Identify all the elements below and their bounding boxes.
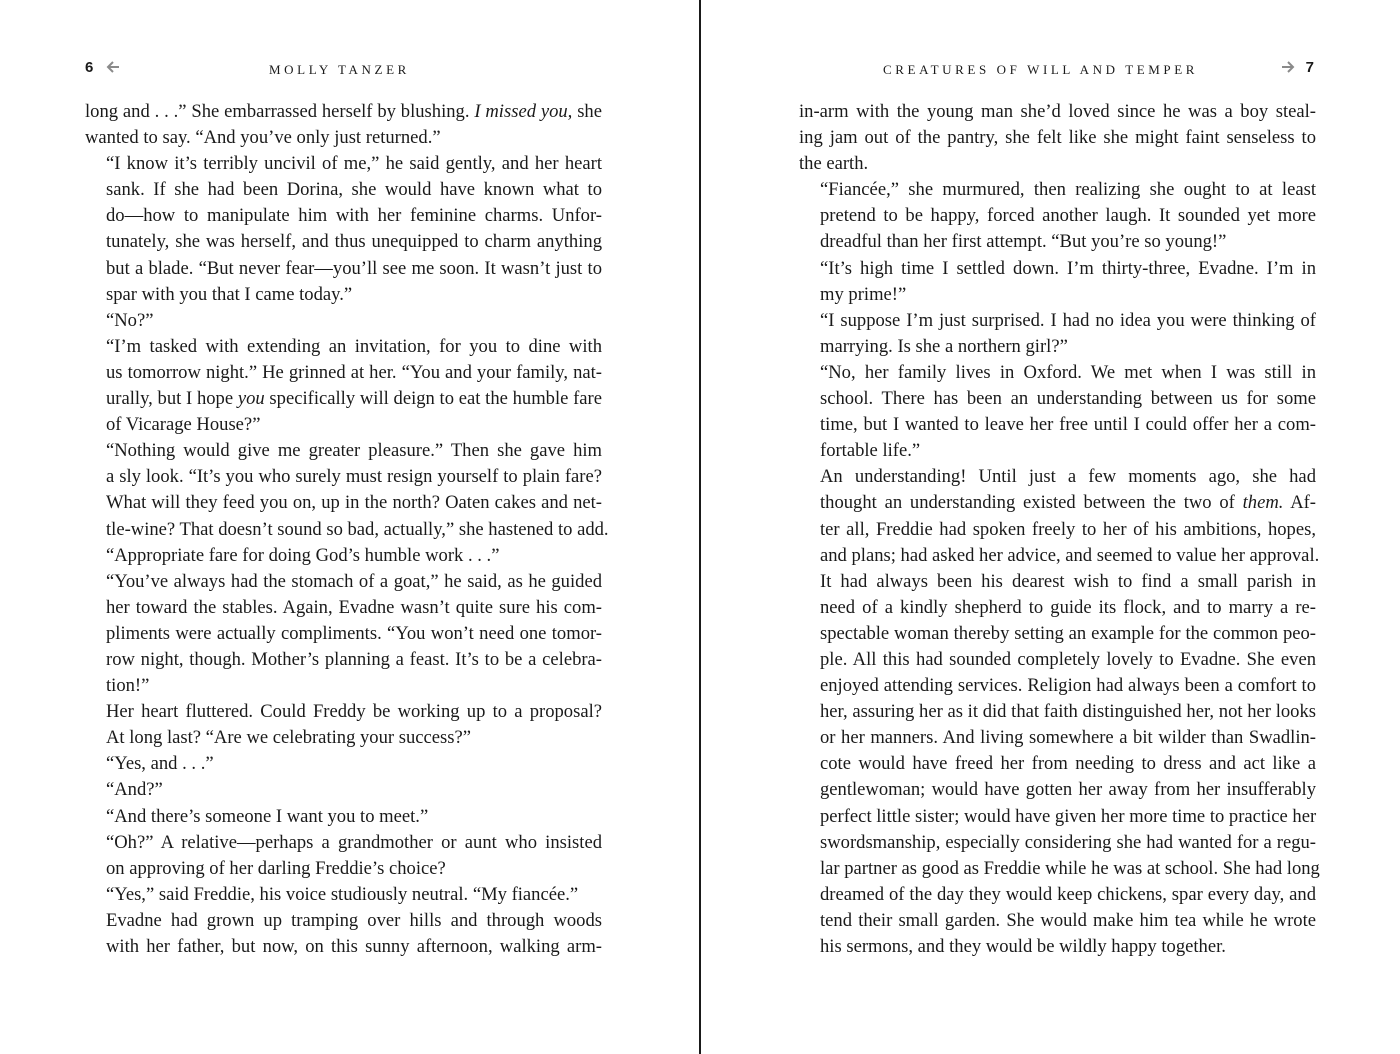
- paragraph: [85, 777, 602, 803]
- text-line: It had always been his dearest wish to find a small parish in: [820, 570, 1316, 592]
- text-line: “It’s high time I settled down. I’m thirty-three, Evadne. I’m in: [820, 257, 1316, 279]
- paragraph: [799, 569, 1320, 960]
- left-page-header: [85, 58, 602, 82]
- arrow-left-icon: [106, 61, 120, 73]
- text-line: pretend to be happy, forced another laugh. It sounded yet more: [820, 205, 1316, 227]
- text-line: “Nothing would give me greater pleasure.” Then she gave him: [106, 440, 602, 462]
- text-line: “I know it’s terribly uncivil of me,” he said gently, and her heart: [106, 153, 602, 175]
- paragraph: [85, 751, 602, 777]
- text-line: “And there’s someone I want you to meet.”: [106, 805, 429, 827]
- text-line: tend their small garden. She would make him tea while he wrote: [820, 909, 1316, 931]
- text-line: time, but I wanted to leave her free until I could offer her a com-: [820, 414, 1316, 436]
- paragraph: [85, 569, 602, 699]
- text-line: ter all, Freddie had spoken freely to her of his ambitions, hopes,: [820, 518, 1316, 540]
- text-line: wanted to say. “And you’ve only just returned.”: [85, 127, 441, 149]
- left-page: [85, 0, 609, 1054]
- paragraph: [85, 908, 602, 960]
- text-line: long and . . .” She embarrassed herself by blushing. I missed you, she: [85, 101, 602, 122]
- text-line: urally, but I hope you specifically will deign to eat the humble fare: [106, 388, 603, 410]
- text-line: or her manners. And living somewhere a bit wilder than Swadlin-: [820, 727, 1316, 749]
- text-line: her toward the stables. Again, Evadne wasn’t quite sure his com-: [106, 596, 602, 618]
- text-line: ing jam out of the pantry, she felt like she might faint senseless to: [799, 127, 1316, 149]
- text-line: on approving of her darling Freddie’s choice?: [106, 857, 446, 879]
- right-page-header: [799, 58, 1316, 82]
- arrow-right-icon: [1281, 61, 1295, 73]
- text-line: school. There has been an understanding between us for some: [820, 388, 1316, 410]
- text-line: “Yes, and . . .”: [106, 753, 214, 775]
- paragraph: [85, 882, 602, 908]
- text-line: in-arm with the young man she’d loved since he was a boy steal-: [799, 101, 1316, 122]
- italic-text: I missed you,: [474, 101, 573, 122]
- text-line: “Oh?” A relative—perhaps a grandmother or aunt who insisted: [106, 831, 602, 853]
- text-line: “I’m tasked with extending an invitation, for you to dine with: [106, 335, 602, 357]
- text-line: pliments were actually compliments. “You won’t need one tomor-: [106, 622, 602, 644]
- text-line: Her heart fluttered. Could Freddy be working up to a proposal?: [106, 701, 602, 723]
- text-line: “No?”: [106, 309, 154, 331]
- paragraph: [799, 99, 1316, 177]
- text-line: Evadne had grown up tramping over hills and through woods: [106, 909, 602, 931]
- text-line: tion!”: [106, 675, 150, 697]
- page-number: 6: [85, 59, 94, 76]
- paragraph: [799, 360, 1316, 464]
- text-line: spectable woman thereby setting an example for the common peo-: [820, 622, 1316, 644]
- text-line: “I suppose I’m just surprised. I had no idea you were thinking of: [820, 309, 1316, 331]
- paragraph: [85, 334, 602, 438]
- italic-text: them.: [1242, 492, 1284, 514]
- text-line: her, assuring her as it did that faith distinguished her, not her looks: [820, 701, 1316, 723]
- text-line: us tomorrow night.” He grinned at her. “You and your family, nat-: [106, 361, 602, 383]
- page-number: 7: [1305, 59, 1314, 76]
- text-line: “Appropriate fare for doing God’s humble work . . .”: [106, 544, 500, 566]
- text-line: At long last? “Are we celebrating your success?”: [106, 727, 472, 749]
- paragraph: [85, 151, 602, 308]
- text-line: marrying. Is she a northern girl?”: [820, 335, 1068, 357]
- text-line: but a blade. “But never fear—you’ll see me soon. It wasn’t just to: [106, 257, 602, 279]
- paragraph: [799, 464, 1320, 568]
- paragraph: [85, 99, 602, 151]
- right-page: [799, 0, 1320, 1054]
- text-line: “You’ve always had the stomach of a goat,” he said, as he guided: [106, 570, 602, 592]
- running-head-author: MOLLY TANZER: [269, 62, 410, 77]
- text-line: dreamed of the day they would keep chickens, spar every day, and: [820, 883, 1316, 905]
- text-line: “Yes,” said Freddie, his voice studiously neutral. “My fiancée.”: [106, 883, 579, 905]
- left-page-text: [85, 99, 609, 960]
- paragraph: [85, 830, 602, 882]
- text-line: dreadful than her first attempt. “But you’re so young!”: [820, 231, 1227, 253]
- text-line: row night, though. Mother’s planning a feast. It’s to be a celebra-: [106, 648, 602, 670]
- text-line: “Fiancée,” she murmured, then realizing she ought to at least: [820, 179, 1316, 201]
- text-line: cote would have freed her from needing to dress and act like a: [820, 753, 1316, 775]
- text-line: thought an understanding existed between the two of them. Af-: [820, 492, 1316, 514]
- text-line: need of a kindly shepherd to guide its flock, and to marry a re-: [820, 596, 1316, 618]
- paragraph: [85, 438, 609, 568]
- text-line: my prime!”: [820, 283, 907, 305]
- text-line: “And?”: [106, 779, 163, 801]
- text-line: tle-wine? That doesn’t sound so bad, actually,” she hastened to add.: [106, 518, 609, 540]
- text-line: spar with you that I came today.”: [106, 283, 353, 305]
- text-line: enjoyed attending services. Religion had always been a comfort to: [820, 675, 1316, 697]
- text-line: do—how to manipulate him with her feminine charms. Unfor-: [106, 205, 602, 227]
- text-line: What will they feed you on, up in the north? Oaten cakes and net-: [106, 492, 602, 514]
- italic-text: you: [237, 388, 265, 410]
- text-line: An understanding! Until just a few moments ago, she had: [820, 466, 1316, 488]
- text-line: lar partner as good as Freddie while he was at school. She had long: [820, 857, 1320, 879]
- paragraph: [85, 699, 602, 751]
- text-line: of Vicarage House?”: [106, 414, 261, 436]
- text-line: fortable life.”: [820, 440, 921, 462]
- text-line: gentlewoman; would have gotten her away from her insufferably: [820, 779, 1316, 801]
- text-line: sank. If she had been Dorina, she would have known what to: [106, 179, 602, 201]
- paragraph: [799, 308, 1316, 360]
- page-divider: [699, 0, 701, 1054]
- paragraph: [799, 177, 1316, 255]
- paragraph: [85, 804, 602, 830]
- text-line: “No, her family lives in Oxford. We met when I was still in: [820, 361, 1316, 383]
- text-line: with her father, but now, on this sunny afternoon, walking arm-: [106, 936, 602, 957]
- right-page-text: [799, 99, 1320, 960]
- text-line: and plans; had asked her advice, and seemed to value her approval.: [820, 544, 1320, 566]
- paragraph: [85, 308, 602, 334]
- text-line: a sly look. “It’s you who surely must resign yourself to plain fare?: [106, 466, 602, 488]
- text-line: ple. All this had sounded completely lovely to Evadne. She even: [820, 648, 1316, 670]
- text-line: the earth.: [799, 153, 869, 175]
- text-line: his sermons, and they would be wildly happy together.: [820, 936, 1226, 957]
- running-head-title: CREATURES OF WILL AND TEMPER: [883, 62, 1199, 77]
- paragraph: [799, 256, 1316, 308]
- text-line: tunately, she was herself, and thus unequipped to charm anything: [106, 231, 602, 253]
- text-line: swordsmanship, especially considering she had wanted for a regu-: [820, 831, 1316, 853]
- text-line: perfect little sister; would have given her more time to practice her: [820, 805, 1317, 827]
